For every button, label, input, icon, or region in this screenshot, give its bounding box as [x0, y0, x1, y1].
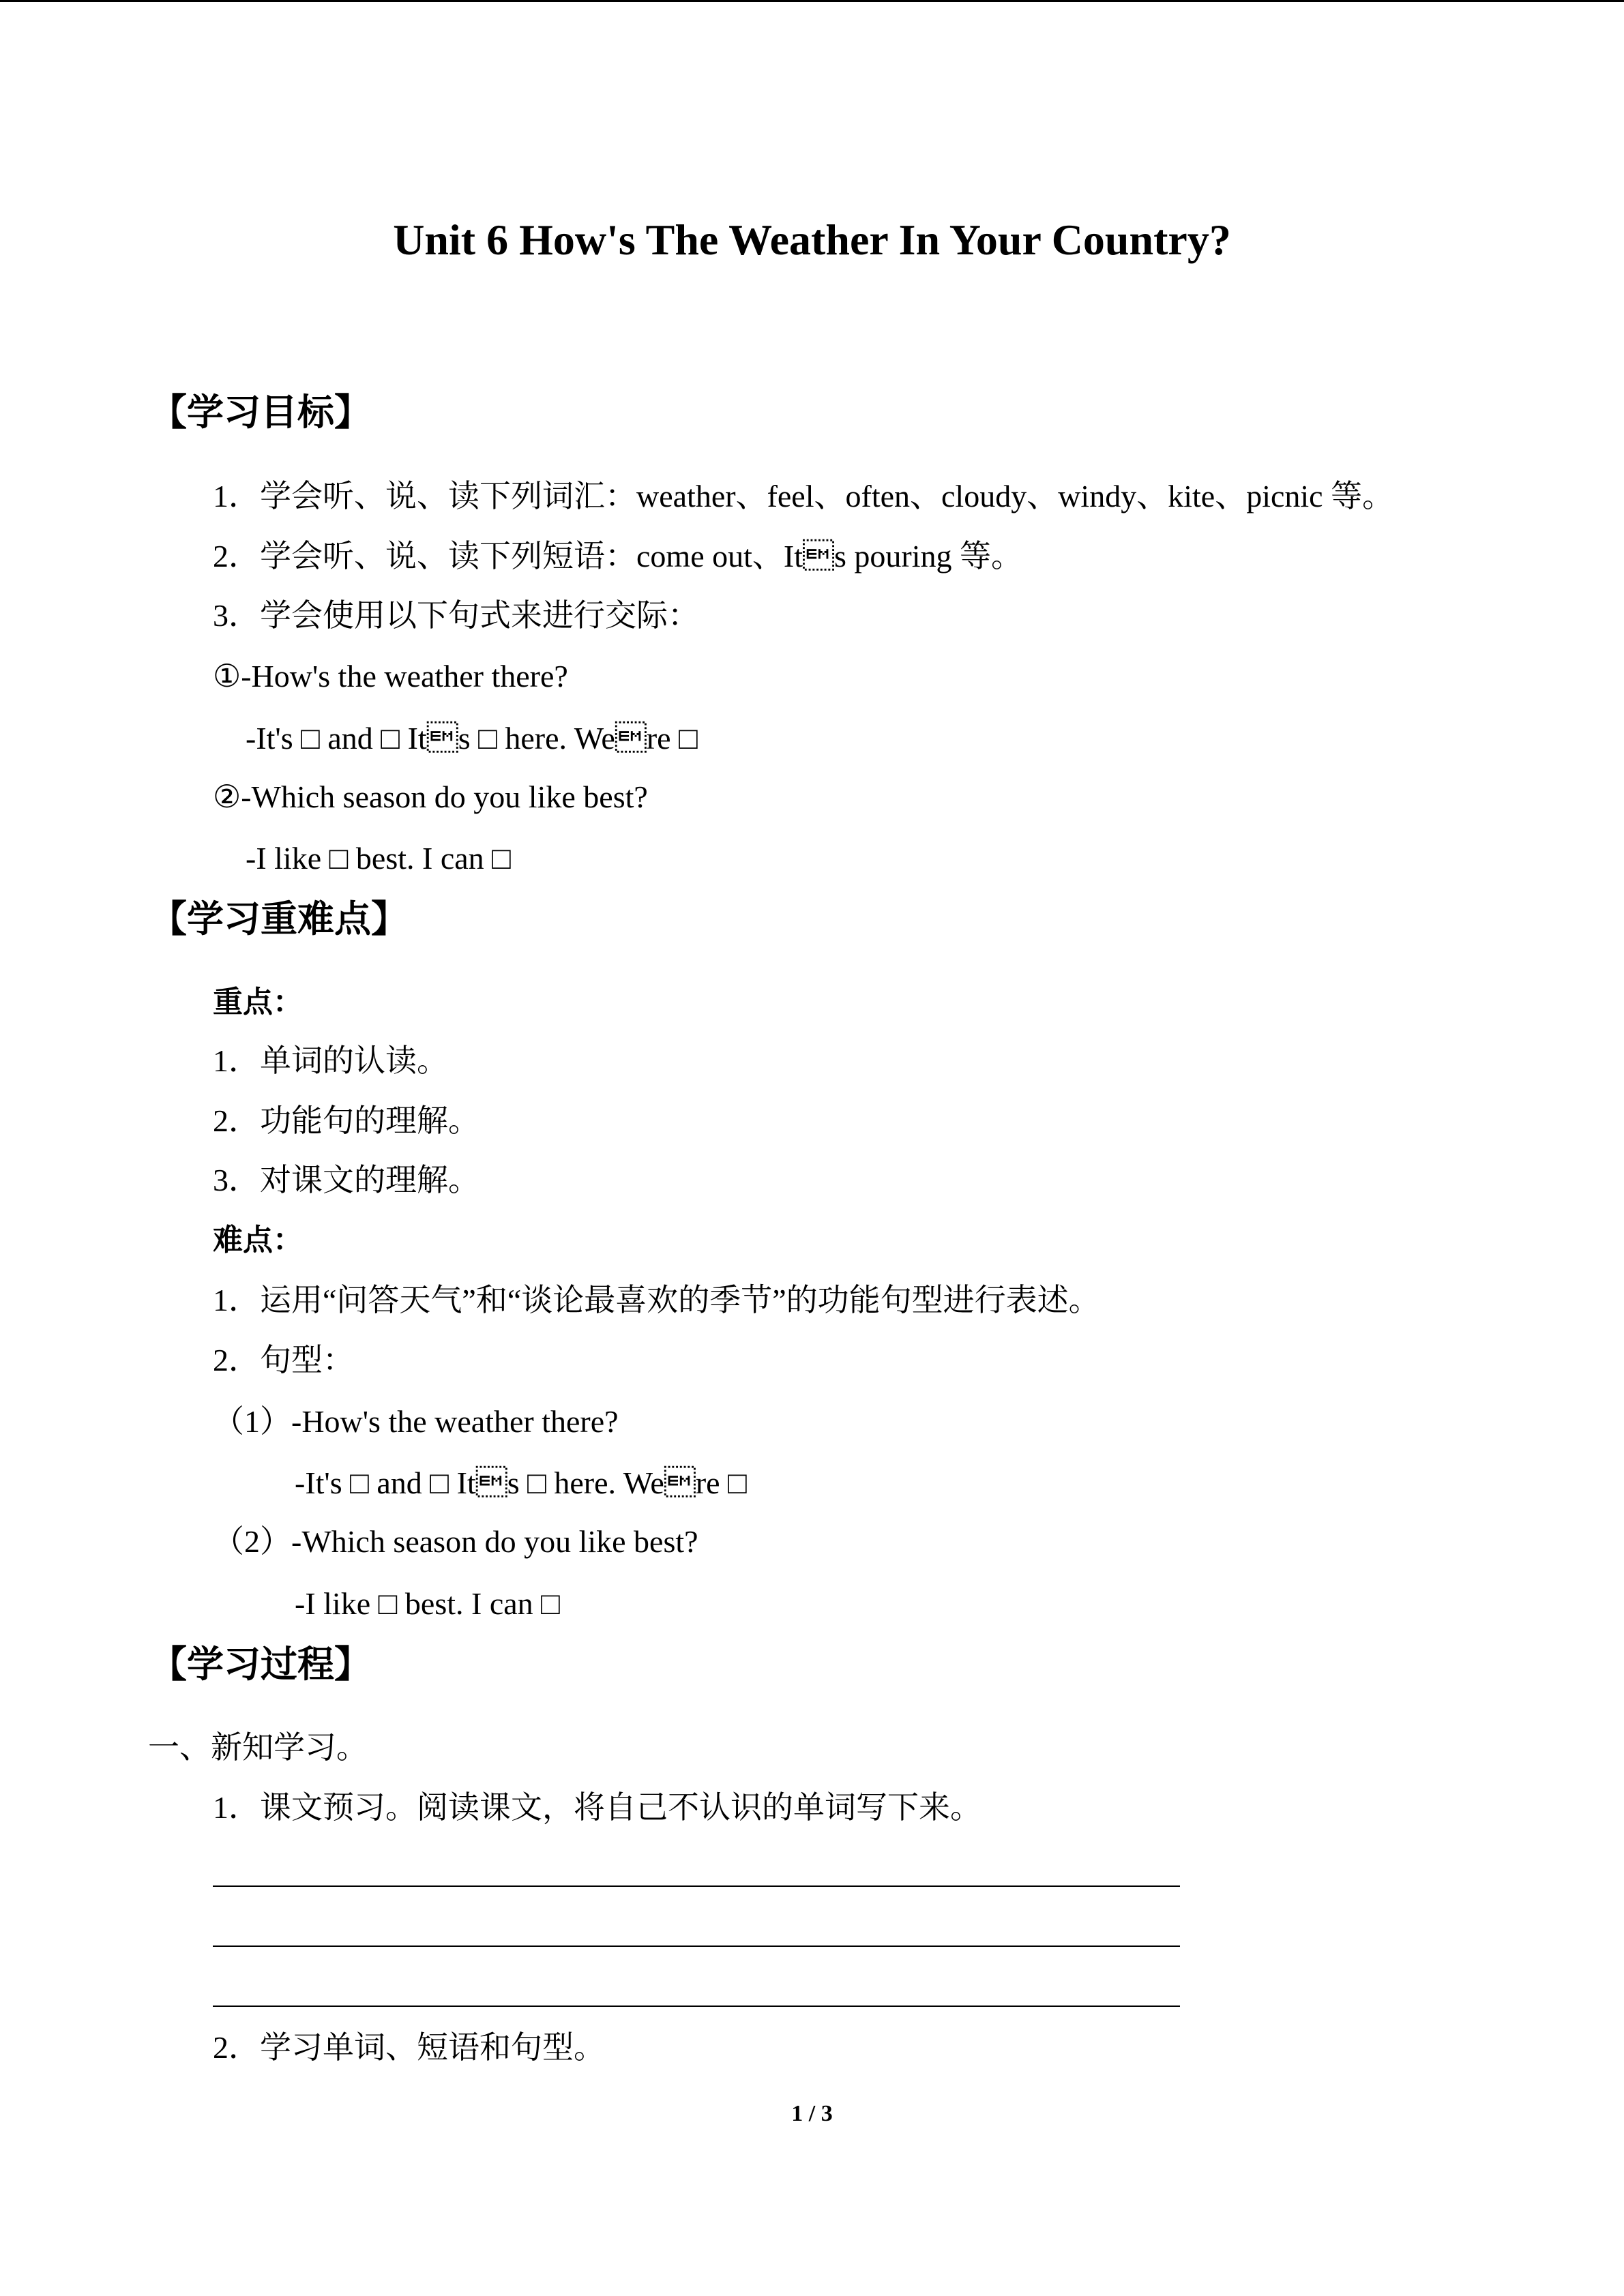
page-number: 1 / 3 — [791, 2101, 833, 2126]
writing-line-3 — [213, 2006, 1180, 2007]
pattern-answer-2: -I like □ best. I can □ — [295, 1586, 560, 1621]
sentence-pattern-answer-1: -It's □ and □ Its □ here. Were □ — [246, 721, 698, 756]
writing-line-1 — [213, 1885, 1180, 1887]
focus-label: 重点： — [213, 985, 303, 1019]
focus-item-2: 2．功能句的理解。 — [213, 1103, 479, 1138]
pattern-question-1: （1）-How's the weather there? — [213, 1404, 619, 1439]
objective-item-2: 2．学会听、说、读下列短语：come out、Its pouring 等。 — [213, 539, 1022, 573]
section-heading-process: 【学习过程】 — [150, 1643, 371, 1686]
focus-item-3: 3．对课文的理解。 — [213, 1163, 479, 1197]
section-heading-objectives: 【学习目标】 — [150, 391, 371, 434]
difficulty-item-1: 1．运用“问答天气”和“谈论最喜欢的季节”的功能句型进行表述。 — [213, 1283, 1100, 1317]
page-title: Unit 6 How's The Weather In Your Country? — [393, 215, 1231, 264]
objective-item-1: 1．学会听、说、读下列词汇：weather、feel、often、cloudy、windy、kite、picnic 等。 — [213, 479, 1394, 513]
section-heading-key-points: 【学习重难点】 — [150, 897, 408, 940]
sentence-pattern-question-1: ①-How's the weather there? — [213, 659, 568, 694]
difficulty-item-2: 2．句型： — [213, 1343, 354, 1377]
writing-line-2 — [213, 1945, 1180, 1947]
sentence-pattern-question-2: ②-Which season do you like best? — [213, 779, 648, 814]
process-step-2: 2．学习单词、短语和句型。 — [213, 2030, 605, 2065]
objective-item-3: 3．学会使用以下句式来进行交际： — [213, 598, 699, 633]
process-part-1: 一、新知学习。 — [148, 1730, 368, 1765]
pattern-question-2: （2）-Which season do you like best? — [213, 1524, 698, 1559]
pattern-answer-1: -It's □ and □ Its □ here. Were □ — [295, 1465, 747, 1500]
sentence-pattern-answer-2: -I like □ best. I can □ — [246, 841, 511, 876]
focus-item-1: 1．单词的认读。 — [213, 1043, 448, 1078]
process-step-1: 1．课文预习。阅读课文，将自己不认识的单词写下来。 — [213, 1790, 981, 1825]
difficulty-label: 难点： — [213, 1223, 303, 1257]
top-border — [0, 0, 1624, 2]
